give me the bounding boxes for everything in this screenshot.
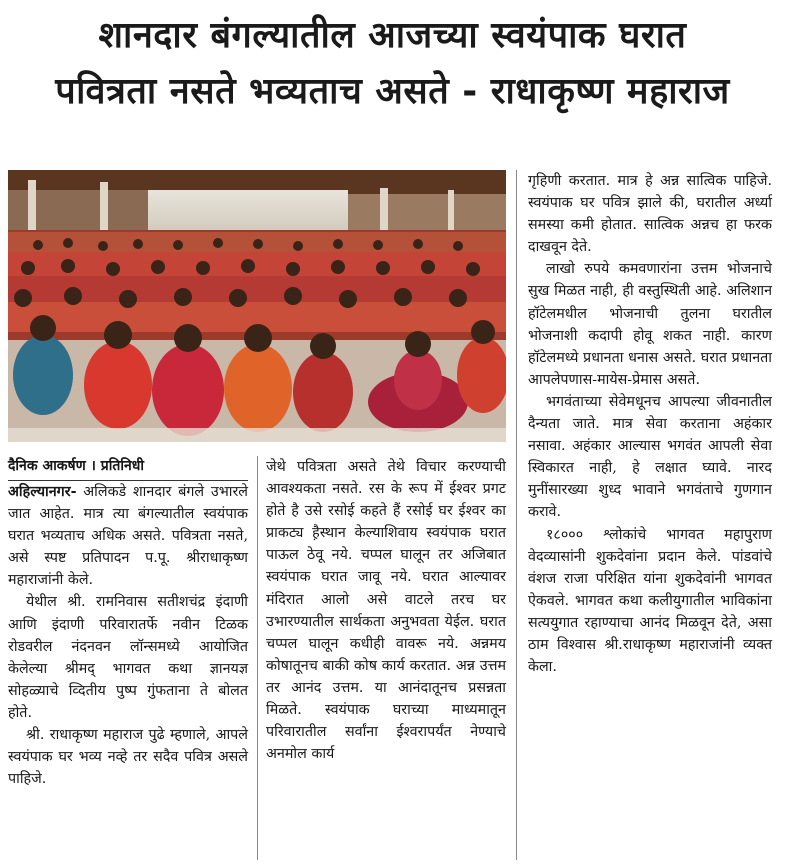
dateline: अहिल्यानगर- — [8, 484, 77, 500]
article-paragraph: भगवंताच्या सेवेमधूनच आपल्या जीवनातील दैन्यता जाते. मात्र सेवा करताना अहंकार नसावा. अहंकार आल्यास भगवंत आपली सेवा स्विकारत नाही, हे लक्षात घ्यावे. नारद मुनींसारख्या शुध्द भावाने भगवंताचे गुणगान करावे. — [528, 393, 772, 521]
article-paragraph: श्री. राधाकृष्ण महाराज पुढे म्हणाले, आपले स्वयंपाक घर भव्य नव्हे तर सदैव पवित्र असले पाहिजे. — [8, 727, 248, 788]
headline-line-1: शानदार बंगल्यातील आजच्या स्वयंपाक घरात — [98, 15, 687, 56]
article-column-1 — [8, 456, 248, 790]
article-column-3 — [528, 170, 772, 678]
article-paragraph: जेथे पवित्रता असते तेथे विचार करण्याची आवश्यकता नसते. रस के रूप में ईश्वर प्रगट होते है उसे रसोई कहते हैं रसोई घर ईश्वर का प्राकट्य है़स्थान केल्याशिवाय स्वयंपाक घरात पाऊल ठेवू नये. चप्पल घालून तर अजिबात स्वयंपाक घरात जावू नये. घरात आल्यावर मंदिरात आलो असे वाटले तरच घर उभारण्यातील सार्थकता अनुभवता येईल. घरात चप्पल घालून कधीही वावरू नये. अन्नमय कोषातूनच बाकी कोष कार्य करतात. अन्न उत्तम तर आनंद उत्तम. या आनंदातूनच प्रसन्नता मिळते. स्वयंपाक घराच्या माध्यमातून परिवारातील सर्वांना ईश्वरापर्यंत नेण्याचे अनमोल कार्य — [266, 459, 506, 763]
headline-line-2: पवित्रता नसते भव्यताच असते - राधाकृष्ण महाराज — [55, 71, 730, 112]
article-column-2 — [266, 456, 506, 765]
event-photo — [8, 170, 506, 442]
article-paragraph — [8, 481, 248, 591]
article-text: अलिकडे शानदार बंगले उभारले जात आहेत. मात्र त्या बंगल्यातील स्वयंपाक घरात भव्यताच अधिक असते. पवित्रता नसते, असे स्पष्ट प्रतिपादन प.पू. श्रीराधाकृष्ण महाराजांनी केले. — [8, 484, 248, 589]
crowd-photo-icon — [8, 170, 506, 442]
article-paragraph: लाखो रुपये कमवणारांना उत्तम भोजनाचे सुख मिळत नाही, ही वस्तुस्थिती आहे. अलिशान हॉटेलमधील भोजनाची तुलना घरातील भोजनाशी कदापी होवू शकत नाही. कारण हॉटेलमध्ये प्रधानता धनास असते. घरात प्रधानता आपलेपणास-मायेस-प्रेमास असते. — [528, 261, 772, 388]
headline — [10, 8, 775, 120]
article-paragraph: येथील श्री. रामनिवास सतीशचंद्र इंदाणी आणि इंदाणी परिवारातर्फे नवीन टिळक रोडवरील नंदनवन लॉन्समध्ये आयोजित केलेल्या श्रीमद् भागवत कथा ज्ञानयज्ञ सोहळ्याचे व्दितीय पुष्प गुंफताना ते बोलत होते. — [8, 594, 248, 721]
column-divider — [516, 170, 517, 860]
article-paragraph: १८००० श्लोकांचे भागवत महापुराण वेदव्यासांनी शुकदेवांना प्रदान केले. पांडवांचे वंशज राजा परिक्षित यांना शुकदेवांनी भागवत ऐकवले. भागवत कथा कलीयुगातील भाविकांना सत्ययुगात रहाण्याचा आनंद मिळवून देते, असा ठाम विश्वास श्री.राधाकृष्ण महाराजांनी व्यक्त केला. — [528, 526, 772, 676]
article-paragraph: गृहिणी करतात. मात्र हे अन्न सात्विक पाहिजे. स्वयंपाक घर पवित्र झाले की, घरातील अर्ध्या समस्या कमी होतात. सात्विक अन्नच हा फरक दाखवून देते. — [528, 173, 772, 256]
column-divider — [257, 456, 258, 860]
byline: दैनिक आकर्षण । प्रतिनिधी — [8, 456, 248, 481]
